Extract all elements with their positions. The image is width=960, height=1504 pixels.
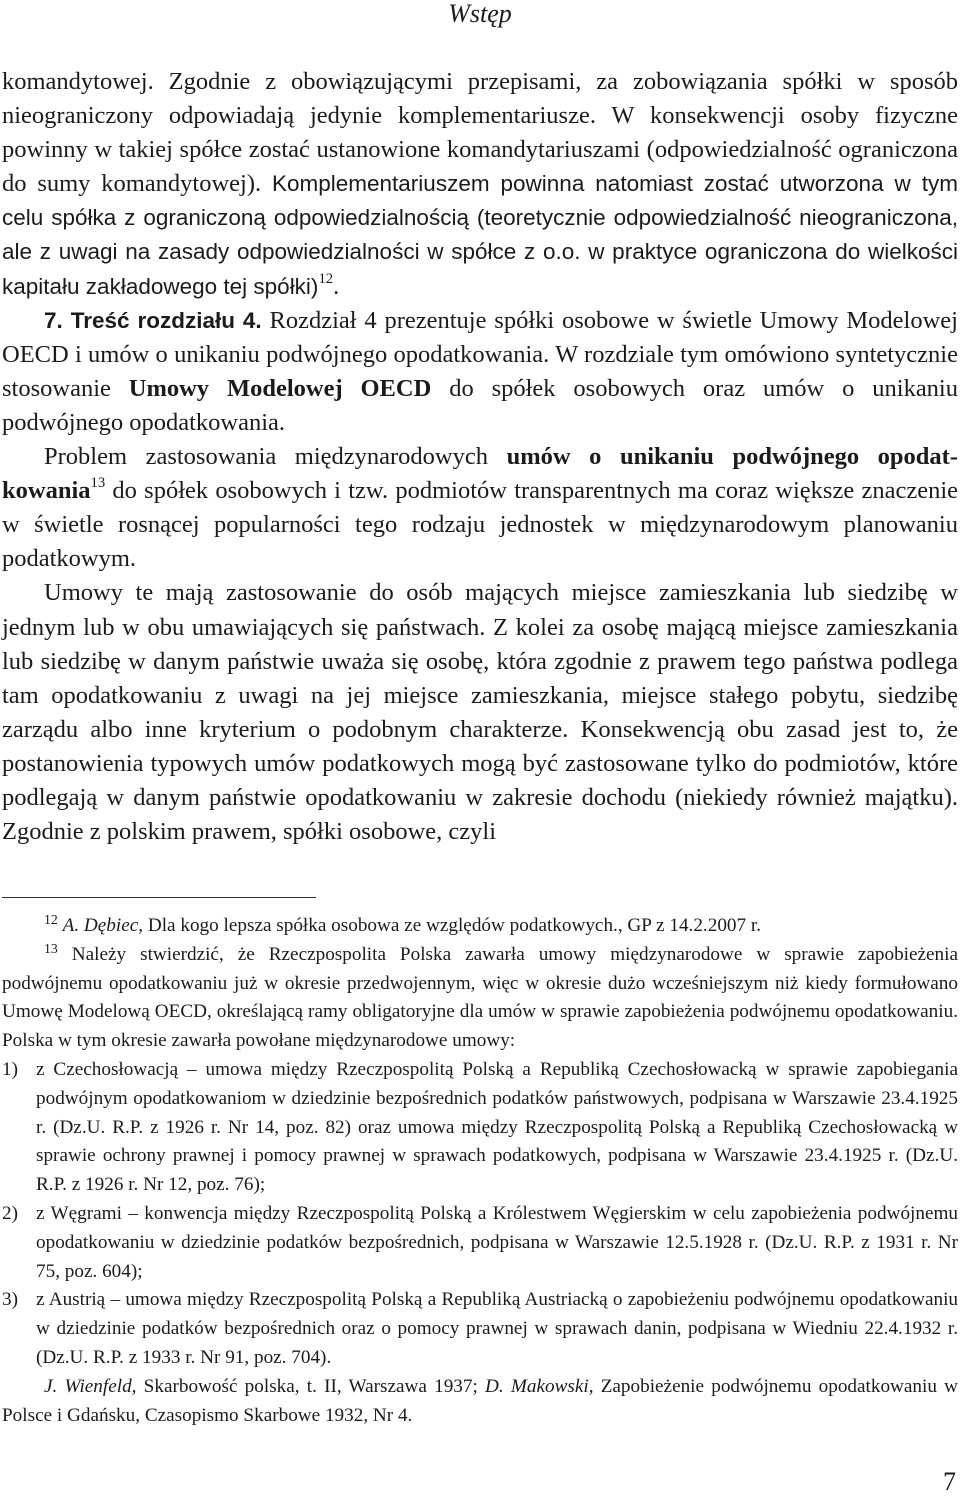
chapter-heading: 7. Treść rozdziału 4. <box>44 307 262 333</box>
running-header: Wstęp <box>448 0 512 28</box>
footnote-12-text: , Dla kogo lepsza spółka osobowa ze względów podatkowych., GP z 14.2.2007 r. <box>138 915 762 936</box>
paragraph-2 <box>2 304 958 440</box>
footnote-13-list-item <box>2 1056 958 1200</box>
footnote-12-author: A. Dębiec <box>62 915 139 936</box>
paragraph-3-text-end: do spółek osobowych i tzw. podmiotów transparentnych ma coraz większe znaczenie w świetle rosnącej popularności tego rodzaju jednostek w międzynarodowym planowaniu podatkowym. <box>2 477 958 573</box>
footnote-13-intro: Należy stwierdzić, że Rzeczpospolita Polska zawarła umowy międzynarodowe w sprawie zapobieżenia podwójnemu opodatkowaniu już w okresie przedwojennym, więc w okresie dużo wcześniejszym niż kiedy formułowano Umowę Modelową OECD, określającą ramy obligatoryjne dla umów w sprawie zapobieżenia podwójnemu opodatkowaniu. Polska w tym okresie zawarła powołane międzynarodowe umowy: <box>2 943 958 1052</box>
footnote-13 <box>2 941 958 1056</box>
paragraph-1 <box>2 65 958 304</box>
paragraph-4 <box>2 576 958 849</box>
page-number: 7 <box>943 1467 956 1496</box>
footnote-13-list-item <box>2 1200 958 1286</box>
footnote-12 <box>2 912 958 941</box>
paragraph-3 <box>2 440 958 576</box>
paragraph-3-bold: umów o unikaniu podwójnego opodatkowania <box>2 443 959 505</box>
list-item-number: 3) <box>2 1289 18 1311</box>
footnote-13-references <box>2 1373 958 1431</box>
paragraph-2-text-end: do spółek osobowych oraz umów o unikaniu podwójnego opodatkowania. <box>2 374 958 436</box>
reference-text: , Skarbowość polska, t. II, Warszawa 1937; <box>131 1375 486 1397</box>
footnote-divider <box>2 897 316 898</box>
reference-text: , Zapobieżenie podwójnemu opodatkowaniu w Polsce i Gdańsku, Czasopismo Skarbowe 1932, Nr 4. <box>2 1375 958 1426</box>
paragraph-2-bold: Umowy Modelowej OECD <box>128 374 432 402</box>
paragraph-3-text: Problem zastosowania międzynarodowych <box>44 443 507 471</box>
paragraph-1-text-sans: Komplementariuszem powinna natomiast zostać utworzona w tym celu spółka z ograniczoną odpowiedzialnością (teoretycznie odpowiedzialność nieograniczona, ale z uwagi na zasady odpowiedzialności w spółce z o.o. w praktyce ograniczona do wielkości kapitału zakładowego tej spółki) <box>2 171 958 299</box>
footnote-13-list-item <box>2 1286 958 1372</box>
footnote-12-number: 12 <box>44 912 58 928</box>
main-text <box>2 65 958 849</box>
list-item-text: z Czechosłowacją – umowa między Rzeczpospolitą Polską a Republiką Czechosłowacką w sprawie zapobiegania podwójnym opodatkowaniom w dziedzinie bezpośrednich podatków państwowych, podpisana w Warszawie 23.4.1925 r. (Dz.U. R.P. z 1926 r. Nr 14, poz. 82) oraz umowa między Rzeczpospolitą Polską a Republiką Czechosłowacką w sprawie ochrony prawnej i pomocy prawnej w sprawach podatkowych, podpisana w Warszawie 23.4.1925 r. (Dz.U. R.P. z 1926 r. Nr 12, poz. 76); <box>36 1058 958 1196</box>
footnote-ref-12[interactable]: 12 <box>318 270 334 287</box>
paragraph-1-text: komandytowej. Zgodnie z obowiązującymi przepisami, za zobowiązania spółki w sposób nieograniczony odpowiadają jedynie komplementariusze. W konsekwencji osoby fizyczne powinny w takiej spółce zostać ustanowione komandytariuszami (odpowiedzialność ograniczona do sumy komandytowej). <box>2 68 958 198</box>
list-item-number: 1) <box>2 1058 18 1080</box>
paragraph-2-text: Rozdział 4 prezentuje spółki osobowe w świetle Umowy Modelowej OECD i umów o unikaniu podwójnego opodatkowania. W rozdziale tym omówiono syntetycznie stosowanie <box>2 306 958 402</box>
list-item-text: z Austrią – umowa między Rzeczpospolitą Polską a Republiką Austriacką o zapobieżeniu podwójnemu opodatkowaniu w dziedzinie podatków bezpośrednich oraz o pomocy prawnej w sprawach danin, podpisana w Wiedniu 22.4.1932 r. (Dz.U. R.P. z 1933 r. Nr 91, poz. 704). <box>36 1289 958 1368</box>
reference-author: D. Makowski <box>485 1375 589 1397</box>
list-item-number: 2) <box>2 1202 18 1224</box>
paragraph-1-end: . <box>333 272 340 300</box>
paragraph-4-text: Umowy te mają zastosowanie do osób mających miejsce zamieszkania lub siedzibę w jednym lub w obu umawiających się państwach. Z kolei za osobę mającą miejsce zamieszkania lub siedzibę w danym państwie uważa się osobę, która zgodnie z prawem tego państwa podlega tam opodatkowaniu z uwagi na jej miejsce zamieszkania, miejsce stałego pobytu, siedzibę zarządu albo inne kryterium o podobnym charakterze. Konsekwencją obu zasad jest to, że postanowienia typowych umów podatkowych mogą być zastosowane tylko do podmiotów, które podlegają w danym państwie opodatkowaniu w zakresie dochodu (niekiedy również majątku). Zgodnie z polskim prawem, spółki osobowe, czyli <box>2 579 958 846</box>
footnotes <box>2 912 958 1430</box>
footnote-ref-13[interactable]: 13 <box>90 475 106 492</box>
reference-author: J. Wienfeld <box>44 1375 132 1397</box>
list-item-text: z Węgrami – konwencja między Rzeczpospolitą Polską a Królestwem Węgierskim w celu zapobieżenia podwójnemu opodatkowaniu w dziedzinie podatków bezpośrednich, podpisana w Warszawie 12.5.1928 r. (Dz.U. R.P. z 1931 r. Nr 75, poz. 604); <box>36 1202 958 1282</box>
footnote-13-number: 13 <box>44 940 58 956</box>
